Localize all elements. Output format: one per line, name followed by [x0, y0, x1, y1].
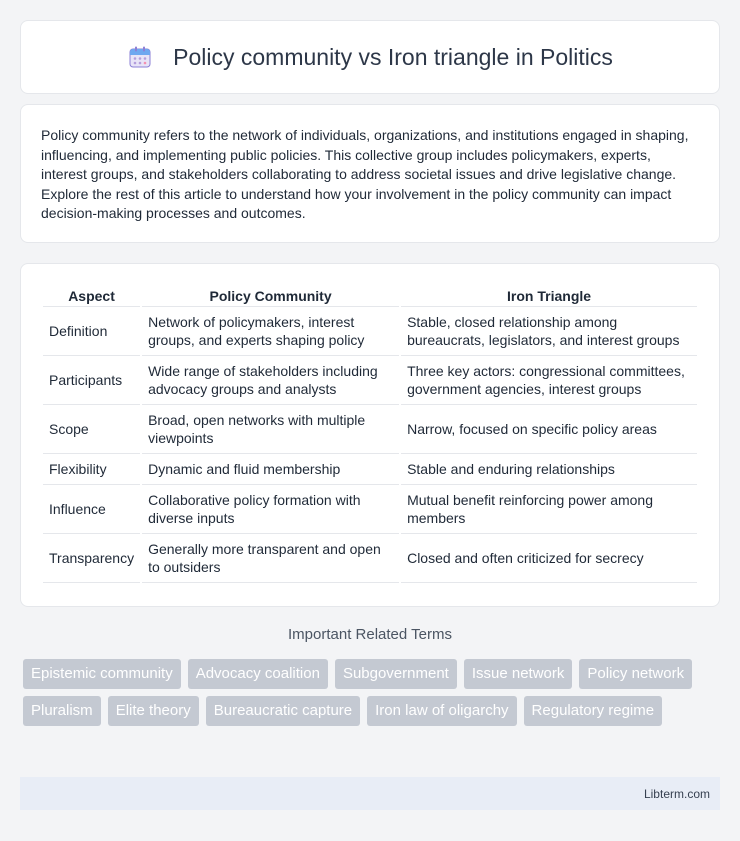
tag-issue-network[interactable]: Issue network	[464, 659, 573, 689]
table-row	[43, 454, 697, 485]
cell-aspect: Participants	[43, 356, 140, 405]
header-policy-community: Policy Community	[142, 284, 399, 307]
cell-iron-triangle: Mutual benefit reinforcing power among members	[401, 485, 697, 534]
title-wrap	[127, 44, 613, 71]
table-row	[43, 405, 697, 454]
related-terms-list	[23, 659, 723, 726]
tag-elite-theory[interactable]: Elite theory	[108, 696, 199, 726]
header-card	[20, 20, 720, 94]
table-row	[43, 485, 697, 534]
table-row	[43, 307, 697, 356]
tag-iron-law-of-oligarchy[interactable]: Iron law of oligarchy	[367, 696, 516, 726]
cell-aspect: Influence	[43, 485, 140, 534]
header-iron-triangle: Iron Triangle	[401, 284, 697, 307]
tag-subgovernment[interactable]: Subgovernment	[335, 659, 457, 689]
intro-text: Policy community refers to the network of individuals, organizations, and institutions engaged in shaping, influencing, and implementing public policies. This collective group includes policymakers, experts, interest groups, and stakeholders collaborating to address societal issues and drive legislative change. Explore the rest of this article to understand how your involvement in the policy community can impact decision-making processes and outcomes.	[41, 127, 689, 222]
footer	[20, 777, 720, 810]
header-aspect: Aspect	[43, 284, 140, 307]
tag-policy-network[interactable]: Policy network	[579, 659, 692, 689]
tag-advocacy-coalition[interactable]: Advocacy coalition	[188, 659, 328, 689]
cell-aspect: Definition	[43, 307, 140, 356]
cell-policy-community: Generally more transparent and open to outsiders	[142, 534, 399, 583]
cell-iron-triangle: Stable and enduring relationships	[401, 454, 697, 485]
comparison-table	[41, 284, 699, 583]
cell-iron-triangle: Three key actors: congressional committees, government agencies, interest groups	[401, 356, 697, 405]
page-title: Policy community vs Iron triangle in Politics	[173, 43, 613, 70]
cell-aspect: Flexibility	[43, 454, 140, 485]
cell-policy-community: Wide range of stakeholders including advocacy groups and analysts	[142, 356, 399, 405]
cell-policy-community: Broad, open networks with multiple viewpoints	[142, 405, 399, 454]
intro-card	[20, 104, 720, 243]
related-terms-title: Important Related Terms	[288, 626, 452, 643]
tag-epistemic-community[interactable]: Epistemic community	[23, 659, 181, 689]
comparison-card	[20, 263, 720, 607]
tag-regulatory-regime[interactable]: Regulatory regime	[524, 696, 663, 726]
table-row	[43, 356, 697, 405]
cell-iron-triangle: Closed and often criticized for secrecy	[401, 534, 697, 583]
cell-iron-triangle: Narrow, focused on specific policy areas	[401, 405, 697, 454]
tag-pluralism[interactable]: Pluralism	[23, 696, 101, 726]
cell-aspect: Scope	[43, 405, 140, 454]
cell-policy-community: Collaborative policy formation with diverse inputs	[142, 485, 399, 534]
table-row	[43, 534, 697, 583]
table-header-row	[43, 284, 697, 307]
cell-policy-community: Network of policymakers, interest groups, and experts shaping policy	[142, 307, 399, 356]
footer-site-link[interactable]: Libterm.com	[643, 786, 710, 801]
calendar-icon	[127, 44, 153, 70]
cell-iron-triangle: Stable, closed relationship among bureaucrats, legislators, and interest groups	[401, 307, 697, 356]
cell-policy-community: Dynamic and fluid membership	[142, 454, 399, 485]
tag-bureaucratic-capture[interactable]: Bureaucratic capture	[206, 696, 360, 726]
cell-aspect: Transparency	[43, 534, 140, 583]
